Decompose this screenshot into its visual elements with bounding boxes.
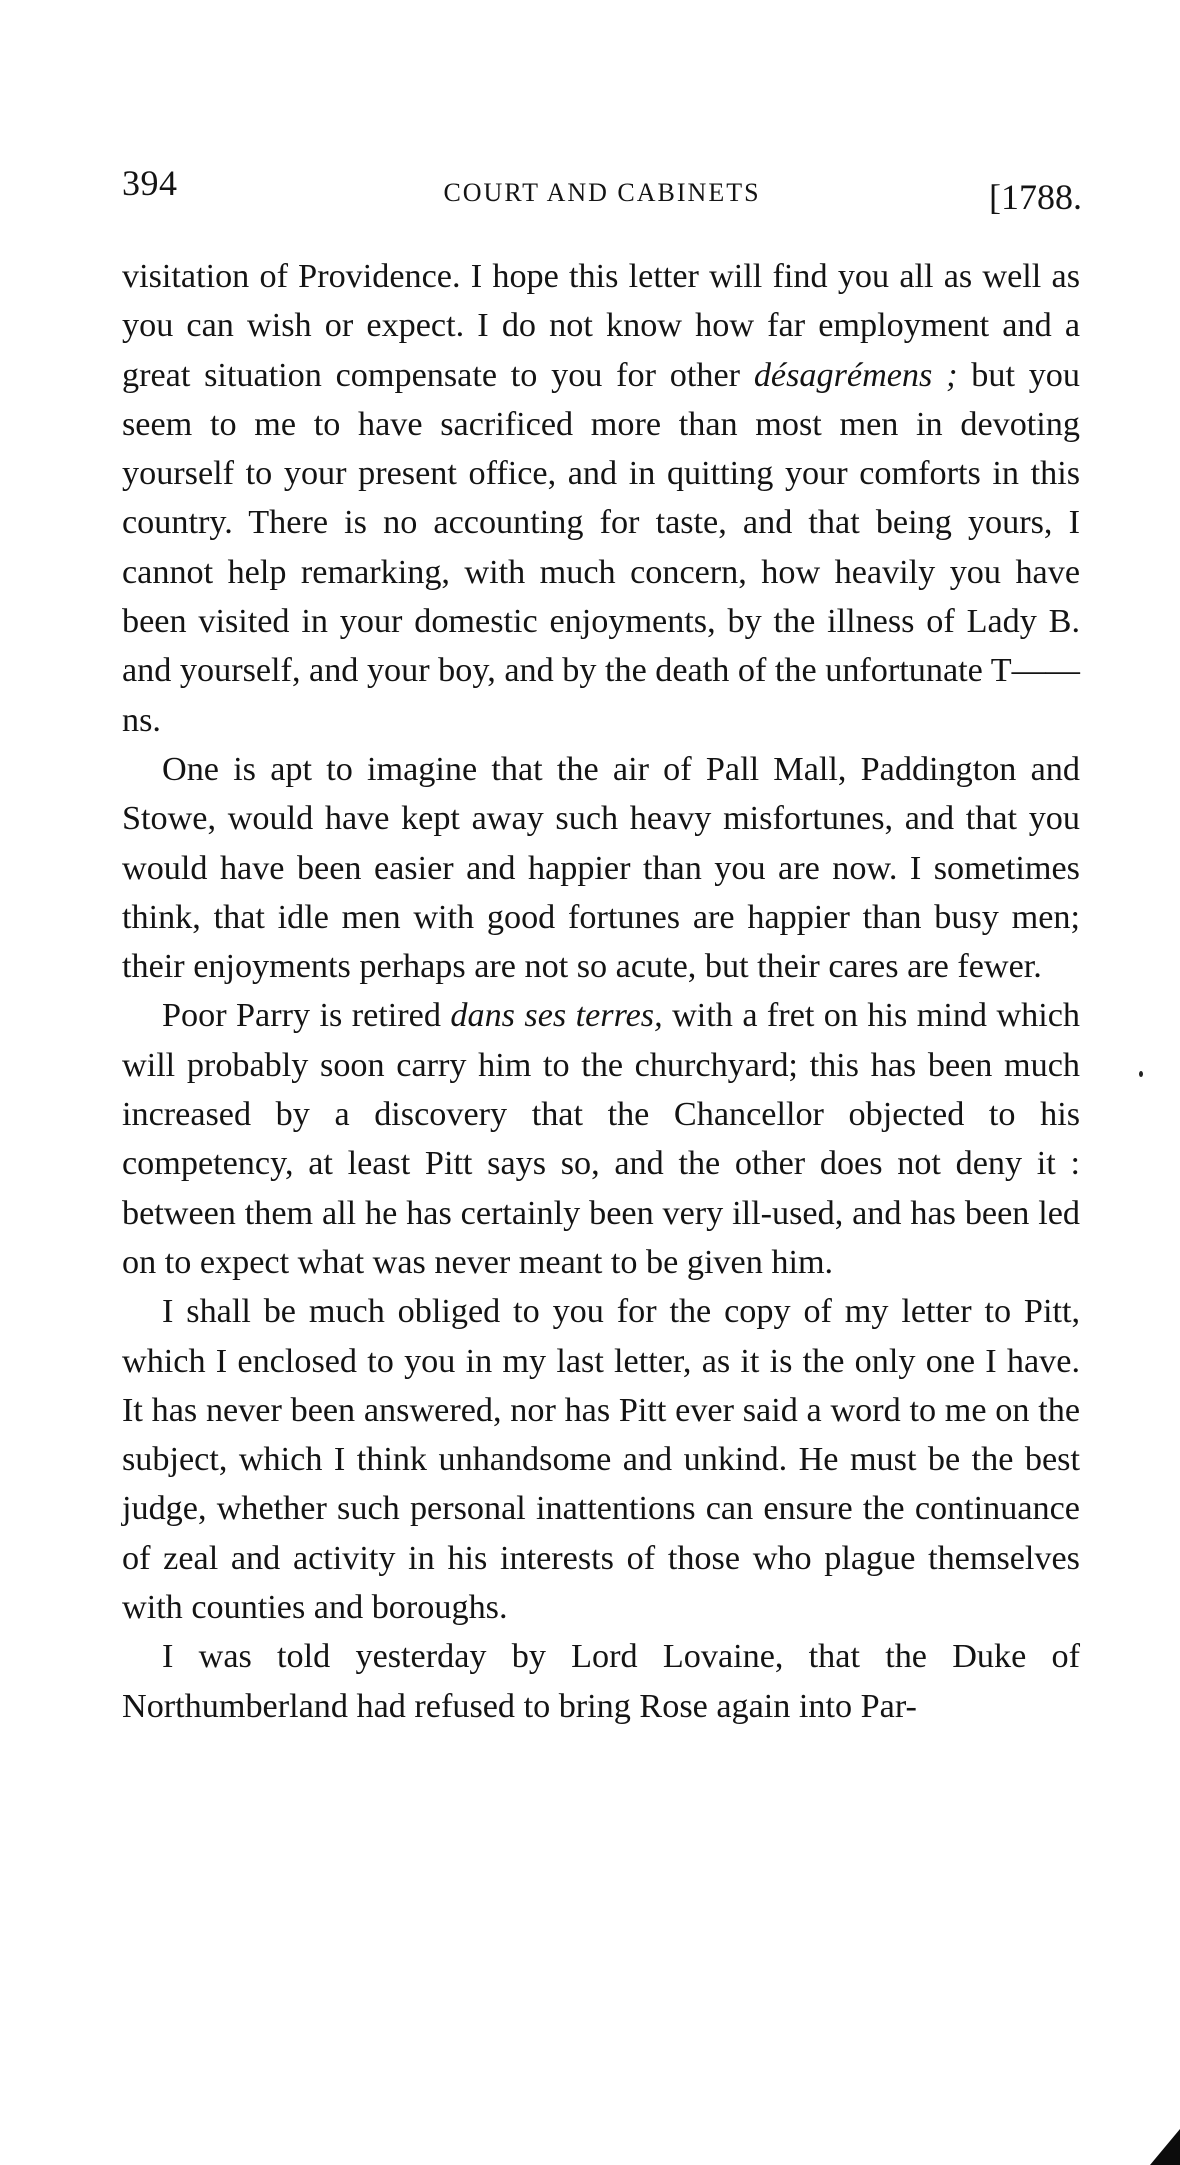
paragraph [122, 991, 1080, 1287]
text-segment: I shall be much obliged to you for the copy of my letter to Pitt, which I enclosed to you in my last letter, as it is the only one I have. It has never been answered, nor has Pitt ever said a word to me on the subject, which I think unhandsome and unkind. He must be the best judge, whether such personal inattentions can ensure the continuance of zeal and activity in his interests of those who plague themselves with counties and boroughs. [122, 1293, 1080, 1627]
page-number: 394 [122, 163, 178, 203]
ink-speck [1139, 1071, 1143, 1077]
italic-phrase: dans ses terres, [450, 997, 663, 1035]
body-text [122, 252, 1080, 1731]
paragraph [122, 745, 1080, 991]
running-head: COURT AND CABINETS [443, 178, 761, 207]
italic-phrase: désagrémens ; [753, 356, 958, 394]
text-segment: but you seem to me to have sacrificed more than most men in devoting yourself to your present office, and in quitting your comforts in this country. There is no accounting for taste, and that being yours, I cannot help remarking, with much concern, how heavily you have been visited in your domestic enjoyments, by the illness of Lady B. and yourself, and your boy, and by the death of the unfortunate T——ns. [122, 356, 1080, 739]
corner-tab-mark [1150, 2129, 1180, 2165]
paragraph [122, 1287, 1080, 1632]
text-segment: with a fret on his mind which will probably soon carry him to the churchyard; this has been much increased by a discovery that the Chancellor objected to his competency, at least Pitt says so, and the other does not deny it : between them all he has certainly been very ill-used, and has been led on to expect what was never meant to be given him. [122, 997, 1081, 1281]
page-header [122, 162, 1082, 222]
text-segment: I was told yesterday by Lord Lovaine, that the Duke of Northumberland had refused to bring Rose again into Par- [122, 1638, 1080, 1725]
header-year: [1788. [989, 177, 1082, 217]
paragraph [122, 252, 1080, 745]
text-segment: Poor Parry is retired [162, 997, 451, 1035]
text-segment: visitation of Providence. I hope this letter will find you all as well as you can wish or expect. I do not know how far employment and a great situation compensate to you for other [122, 258, 1080, 394]
text-segment: One is apt to imagine that the air of Pall Mall, Paddington and Stowe, would have kept away such heavy misfortunes, and that you would have been easier and happier than you are now. I sometimes think, that idle men with good fortunes are happier than busy men; their enjoyments perhaps are not so acute, but their cares are fewer. [122, 750, 1080, 986]
paragraph [122, 1632, 1080, 1731]
